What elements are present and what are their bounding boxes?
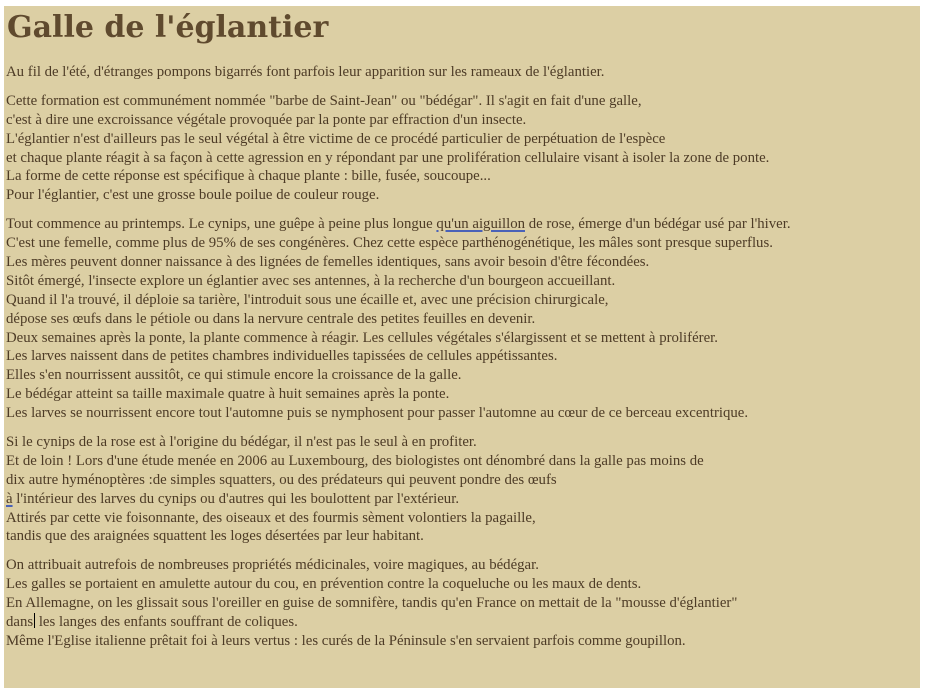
text-line: dépose ses œufs dans le pétiole ou dans la nervure centrale des petites feuilles en devenir. (6, 310, 536, 327)
text-line: Les larves se nourrissent encore tout l'automne puis se nymphosent pour passer l'automne au cœur de ce berceau excentrique. (6, 405, 749, 422)
text-line: Le bédégar atteint sa taille maximale quatre à huit semaines après la ponte. (6, 386, 450, 403)
text-fragment: Tout commence au printemps. Le cynips, une guêpe à peine plus longue (6, 216, 437, 233)
paragraph-folklore (6, 556, 918, 650)
text-line: En Allemagne, on les glissait sous l'oreiller en guise de somnifère, tandis qu'en France on mettait de la "mousse d'églantier" (6, 595, 738, 612)
text-line: Sitôt émergé, l'insecte explore un églantier avec ses antennes, à la recherche d'un bourgeon accueillant. (6, 272, 616, 289)
text-line: C'est une femelle, comme plus de 95% de ses congénères. Chez cette espèce parthénogénétique, les mâles sont presque superflus. (6, 235, 773, 252)
paragraph-intro (6, 63, 918, 82)
text-line: Même l'Eglise italienne prêtait foi à leurs vertus : les curés de la Péninsule s'en servaient parfois comme goupillon. (6, 632, 686, 649)
text-line: Pour l'églantier, c'est une grosse boule poilue de couleur rouge. (6, 187, 380, 204)
paragraph-life-cycle (6, 215, 918, 423)
text-line: c'est à dire une excroissance végétale provoquée par la ponte par effraction d'un insecte. (6, 111, 527, 128)
document-title: Galle de l'églantier (7, 10, 329, 45)
text-line: Cette formation est communément nommée "barbe de Saint-Jean" ou "bédégar". Il s'agit en fait d'une galle, (6, 92, 642, 109)
paragraph-parasites (6, 433, 918, 546)
text-line: Les mères peuvent donner naissance à des lignées de femelles identiques, sans avoir besoin d'être fécondées. (6, 254, 650, 271)
text-line: et chaque plante réagit à sa façon à cette agression en y répondant par une prolifération cellulaire visant à isoler la zone de ponte. (6, 149, 770, 166)
text-fragment: dans (6, 614, 34, 631)
text-line: Si le cynips de la rose est à l'origine du bédégar, il n'est pas le seul à en profiter. (6, 434, 477, 451)
text-line: Quand il l'a trouvé, il déploie sa tarière, l'introduit sous une écaille et, avec une précision chirurgicale, (6, 291, 609, 308)
document-body[interactable] (6, 63, 918, 661)
text-line (6, 215, 918, 234)
text-line: Les galles se portaient en amulette autour du cou, en prévention contre la coqueluche ou les maux de dents. (6, 576, 642, 593)
text-line (6, 490, 918, 509)
text-line: Elles s'en nourrissent aussitôt, ce qui stimule encore la croissance de la galle. (6, 367, 462, 384)
document-page (4, 6, 920, 688)
text-line (6, 613, 918, 632)
text-line: L'églantier n'est d'ailleurs pas le seul végétal à être victime de ce procédé particulier de perpétuation de l'espèce (6, 130, 666, 147)
spellcheck-underlined-text[interactable]: qu'un aiguillon (436, 216, 525, 233)
text-line: La forme de cette réponse est spécifique à chaque plante : bille, fusée, soucoupe... (6, 168, 491, 185)
text-line: tandis que des araignées squattent les loges désertées par leur habitant. (6, 528, 424, 545)
text-fragment: de rose, émerge d'un bédégar usé par l'hiver. (525, 216, 791, 233)
paragraph-definition (6, 92, 918, 205)
text-fragment: les langes des enfants souffrant de coliques. (35, 614, 298, 631)
text-line: dix autre hyménoptères :de simples squatters, ou des prédateurs qui peuvent pondre des œufs (6, 471, 557, 488)
text-line: Au fil de l'été, d'étranges pompons bigarrés font parfois leur apparition sur les rameaux de l'églantier. (6, 64, 605, 80)
text-line: Les larves naissent dans de petites chambres individuelles tapissées de cellules appétissantes. (6, 348, 558, 365)
spellcheck-underlined-text[interactable]: à (6, 490, 13, 507)
text-line: Et de loin ! Lors d'une étude menée en 2006 au Luxembourg, des biologistes ont dénombré dans la galle pas moins de (6, 452, 704, 469)
text-line: Deux semaines après la ponte, la plante commence à réagir. Les cellules végétales s'élargissent et se mettent à proliférer. (6, 329, 718, 346)
text-fragment: l'intérieur des larves du cynips ou d'autres qui les boulottent par l'extérieur. (12, 490, 460, 507)
text-line: On attribuait autrefois de nombreuses propriétés médicinales, voire magiques, au bédégar. (6, 557, 539, 574)
text-line: Attirés par cette vie foisonnante, des oiseaux et des fourmis sèment volontiers la pagaille, (6, 509, 536, 526)
